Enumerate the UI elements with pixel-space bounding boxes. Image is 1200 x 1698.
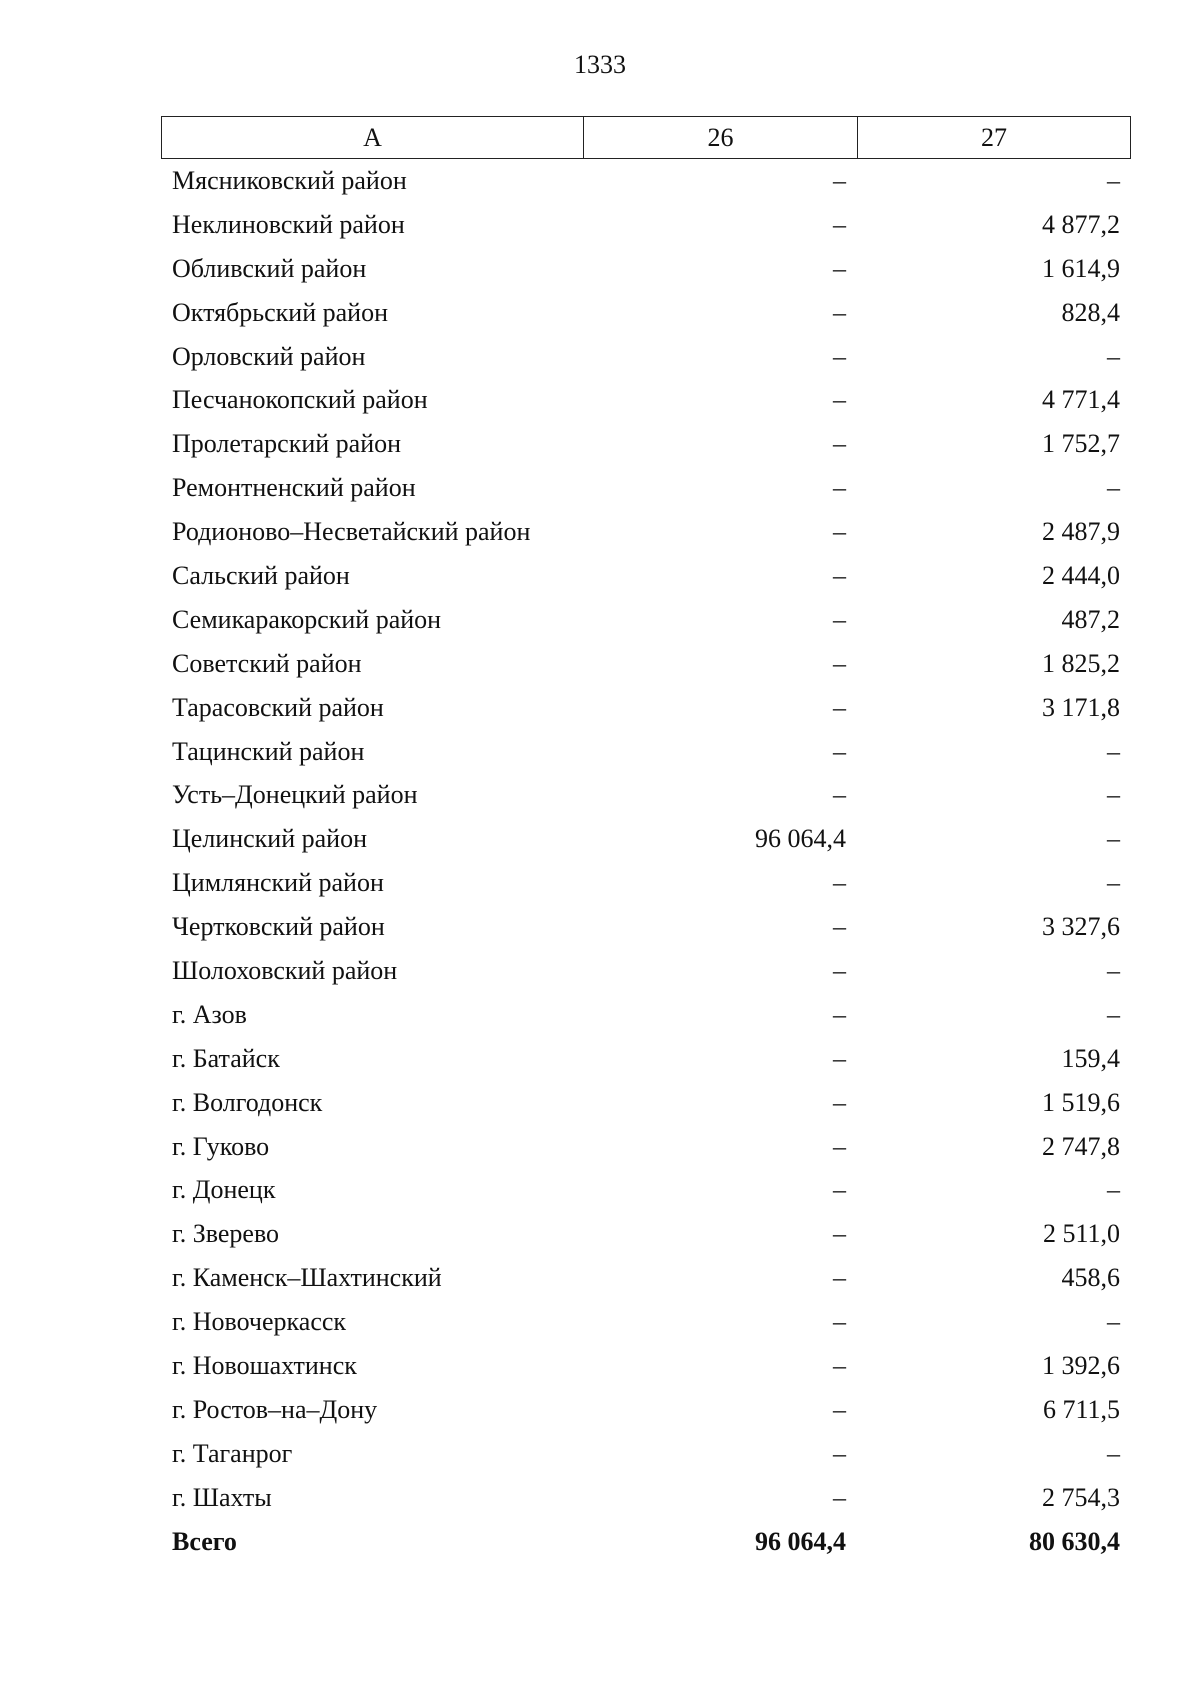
table-row — [161, 905, 1131, 949]
row-name: г. Шахты — [172, 1482, 272, 1512]
row-value-27: 159,4 — [1061, 1043, 1120, 1073]
row-value-26: – — [833, 473, 846, 503]
row-value-27: 4 877,2 — [1042, 209, 1120, 239]
total-value-27: 80 630,4 — [1029, 1526, 1120, 1556]
row-value-27: – — [1107, 999, 1120, 1029]
row-value-26: – — [833, 1263, 846, 1293]
row-value-26: 96 064,4 — [755, 824, 846, 854]
row-value-27: – — [1107, 165, 1120, 195]
header-cell-27: 27 — [981, 122, 1007, 152]
row-value-26: – — [833, 1394, 846, 1424]
row-value-27: 458,6 — [1061, 1263, 1120, 1293]
header-cell-26: 26 — [584, 117, 858, 158]
row-value-27: 2 444,0 — [1042, 560, 1120, 590]
row-name: Чертковский район — [172, 912, 385, 942]
row-name: Сальский район — [172, 560, 350, 590]
total-label: Всего — [172, 1526, 237, 1556]
row-name: Тацинский район — [172, 736, 365, 766]
row-name: Орловский район — [172, 341, 366, 371]
row-value-26: – — [833, 955, 846, 985]
row-value-27: – — [1107, 1175, 1120, 1205]
data-table — [161, 116, 1131, 1564]
table-row — [161, 203, 1131, 247]
table-row — [161, 1300, 1131, 1344]
row-value-27: – — [1107, 1307, 1120, 1337]
table-row — [161, 1212, 1131, 1256]
row-value-26: – — [833, 736, 846, 766]
row-value-26: – — [833, 1175, 846, 1205]
table-row — [161, 247, 1131, 291]
row-value-26: – — [833, 1482, 846, 1512]
row-value-27: 487,2 — [1061, 604, 1120, 634]
row-value-27: 6 711,5 — [1042, 1394, 1120, 1424]
row-value-27: – — [1107, 736, 1120, 766]
row-value-27: – — [1107, 824, 1120, 854]
row-name: Шолоховский район — [172, 955, 398, 985]
table-row — [161, 1344, 1131, 1388]
row-value-26: – — [833, 429, 846, 459]
table-total-row — [161, 1520, 1131, 1564]
row-value-27: – — [1107, 780, 1120, 810]
table-body — [161, 159, 1131, 1520]
table-row — [161, 1081, 1131, 1125]
row-value-27: – — [1107, 868, 1120, 898]
table-row — [161, 817, 1131, 861]
table-row — [161, 730, 1131, 774]
total-value-26: 96 064,4 — [755, 1526, 846, 1556]
row-value-26: – — [833, 165, 846, 195]
table-row — [161, 1125, 1131, 1169]
row-name: Мясниковский район — [172, 165, 407, 195]
row-name: г. Волгодонск — [172, 1087, 323, 1117]
table-row — [161, 861, 1131, 905]
row-value-26: – — [833, 1219, 846, 1249]
row-value-27: 1 825,2 — [1042, 648, 1120, 678]
table-row — [161, 159, 1131, 203]
row-name: г. Донецк — [172, 1175, 276, 1205]
row-value-26: – — [833, 341, 846, 371]
row-value-26: – — [833, 1131, 846, 1161]
row-value-26: – — [833, 1350, 846, 1380]
row-value-26: – — [833, 648, 846, 678]
table-row — [161, 335, 1131, 379]
row-name: г. Новошахтинск — [172, 1350, 357, 1380]
row-value-27: 1 392,6 — [1042, 1350, 1120, 1380]
row-value-26: – — [833, 1043, 846, 1073]
row-value-26: – — [833, 1307, 846, 1337]
row-name: г. Батайск — [172, 1043, 280, 1073]
row-value-26: – — [833, 604, 846, 634]
row-name: Октябрьский район — [172, 297, 388, 327]
table-row — [161, 1388, 1131, 1432]
row-name: г. Таганрог — [172, 1438, 293, 1468]
row-value-26: – — [833, 385, 846, 415]
row-value-27: – — [1107, 955, 1120, 985]
page-number: 1333 — [574, 50, 626, 79]
row-name: Неклиновский район — [172, 209, 405, 239]
table-row — [161, 1037, 1131, 1081]
row-value-26: – — [833, 692, 846, 722]
row-value-26: – — [833, 209, 846, 239]
row-value-26: – — [833, 780, 846, 810]
table-header — [161, 116, 1131, 159]
row-value-27: – — [1107, 1438, 1120, 1468]
row-value-26: – — [833, 560, 846, 590]
row-name: г. Новочеркасск — [172, 1307, 347, 1337]
row-value-27: 2 511,0 — [1042, 1219, 1120, 1249]
row-name: Целинский район — [172, 824, 367, 854]
row-name: г. Ростов–на–Дону — [172, 1394, 378, 1424]
row-value-27: – — [1107, 473, 1120, 503]
row-name: Родионово–Несветайский район — [172, 517, 531, 547]
row-value-27: 1 614,9 — [1042, 253, 1120, 283]
row-value-27: 1 752,7 — [1042, 429, 1120, 459]
row-value-27: 2 747,8 — [1042, 1131, 1120, 1161]
row-name: г. Гуково — [172, 1131, 270, 1161]
row-value-26: – — [833, 517, 846, 547]
table-row — [161, 993, 1131, 1037]
row-value-27: 828,4 — [1061, 297, 1120, 327]
row-name: Тарасовский район — [172, 692, 384, 722]
row-name: Цимлянский район — [172, 868, 384, 898]
row-value-27: 3 171,8 — [1042, 692, 1120, 722]
row-value-26: – — [833, 297, 846, 327]
table-row — [161, 773, 1131, 817]
table-row — [161, 510, 1131, 554]
row-name: г. Зверево — [172, 1219, 280, 1249]
row-value-27: 2 487,9 — [1042, 517, 1120, 547]
table-row — [161, 1168, 1131, 1212]
table-row — [161, 598, 1131, 642]
table-row — [161, 642, 1131, 686]
row-name: г. Азов — [172, 999, 247, 1029]
row-value-26: – — [833, 912, 846, 942]
row-value-27: 3 327,6 — [1042, 912, 1120, 942]
table-row — [161, 1476, 1131, 1520]
table-row — [161, 554, 1131, 598]
table-row — [161, 949, 1131, 993]
row-value-27: – — [1107, 341, 1120, 371]
table-row — [161, 378, 1131, 422]
row-value-27: 2 754,3 — [1042, 1482, 1120, 1512]
row-name: Ремонтненский район — [172, 473, 416, 503]
row-value-26: – — [833, 1087, 846, 1117]
table-row — [161, 291, 1131, 335]
row-value-26: – — [833, 999, 846, 1029]
table-row — [161, 1256, 1131, 1300]
row-name: Пролетарский район — [172, 429, 402, 459]
header-cell-a: А — [162, 117, 584, 158]
table-row — [161, 1432, 1131, 1476]
table-row — [161, 422, 1131, 466]
row-name: Советский район — [172, 648, 362, 678]
row-name: Обливский район — [172, 253, 367, 283]
table-row — [161, 686, 1131, 730]
row-name: г. Каменск–Шахтинский — [172, 1263, 442, 1293]
row-value-26: – — [833, 868, 846, 898]
row-value-27: 1 519,6 — [1042, 1087, 1120, 1117]
row-value-26: – — [833, 253, 846, 283]
row-name: Семикаракорский район — [172, 604, 442, 634]
table-row — [161, 466, 1131, 510]
row-value-26: – — [833, 1438, 846, 1468]
row-name: Усть–Донецкий район — [172, 780, 418, 810]
row-value-27: 4 771,4 — [1042, 385, 1120, 415]
row-name: Песчанокопский район — [172, 385, 428, 415]
